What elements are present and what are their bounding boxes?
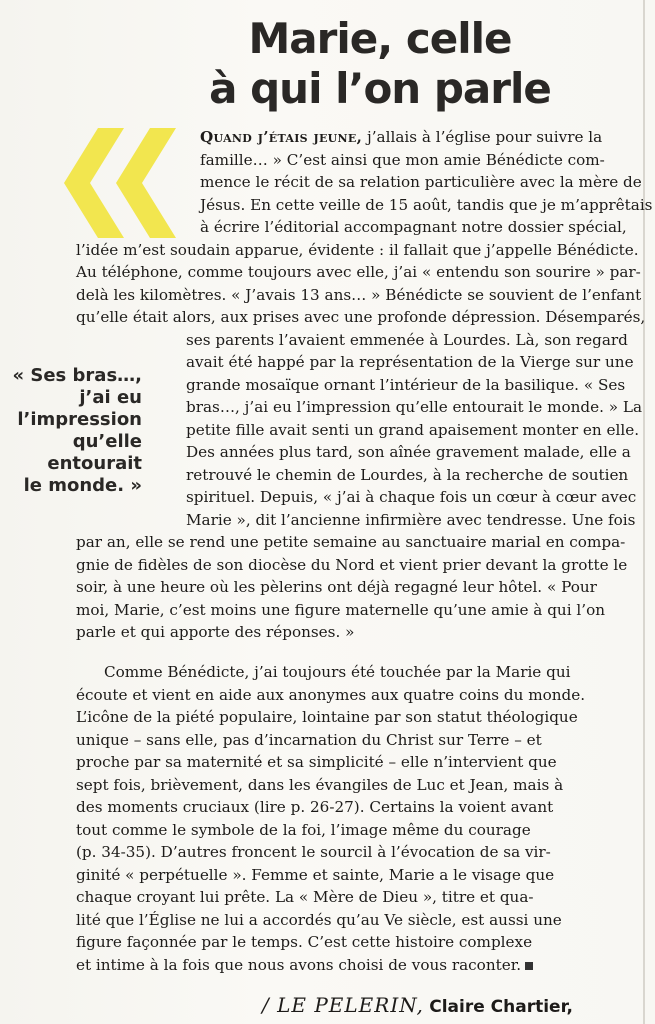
body-line: à écrire l’éditorial accompagnant notre dossier spécial, (200, 218, 627, 236)
body-line: Comme Bénédicte, j’ai toujours été touchée par la Marie qui (104, 663, 571, 681)
author-name: Claire Chartier, (429, 997, 573, 1017)
body-line: Au téléphone, comme toujours avec elle, j’ai « entendu son sourire » par- (76, 263, 641, 281)
body-text: j’allais à l’église pour suivre la (362, 128, 603, 146)
body-line: figure façonnée par le temps. C’est cette histoire complexe (76, 933, 533, 951)
pull-quote-line: le monde. » (23, 475, 142, 496)
body-line: par an, elle se rend une petite semaine au sanctuaire marial en compa- (76, 533, 626, 551)
body-line: delà les kilomètres. « J’avais 13 ans… » Bénédicte se souvient de l’enfant (76, 286, 642, 304)
body-text: et intime à la fois que nous avons choisi de vous raconter. (76, 956, 522, 974)
body-line-first (200, 126, 602, 149)
body-line: mence le récit de sa relation particulière avec la mère de (200, 173, 642, 191)
body-line: petite fille avait senti un grand apaisement monter en elle. (186, 421, 640, 439)
body-line: moi, Marie, c’est moins une figure maternelle qu’une amie à qui l’on (76, 601, 605, 619)
body-line: soir, à une heure où les pèlerins ont déjà regagné leur hôtel. « Pour (76, 578, 597, 596)
open-guillemet-icon (64, 128, 184, 238)
pull-quote-line: qu’elle (72, 431, 142, 452)
body-line: unique – sans elle, pas d’incarnation du Christ sur Terre – et (76, 731, 542, 749)
body-line: écoute et vient en aide aux anonymes aux quatre coins du monde. (76, 686, 586, 704)
body-line: L’icône de la piété populaire, lointaine par son statut théologique (76, 708, 578, 726)
pull-quote-line: j’ai eu (79, 387, 142, 408)
page-edge (643, 0, 645, 1024)
pull-quote-line: l’impression (17, 409, 142, 430)
body-line: Jésus. En cette veille de 15 août, tandis que je m’apprêtais (200, 196, 653, 214)
body-line: Marie », dit l’ancienne infirmière avec tendresse. Une fois (186, 511, 636, 529)
body-line: gnie de fidèles de son diocèse du Nord et vient prier devant la grotte le (76, 556, 628, 574)
body-line: lité que l’Église ne lui a accordés qu’au Ve siècle, est aussi une (76, 911, 562, 929)
signature (262, 993, 573, 1017)
body-line: parle et qui apporte des réponses. » (76, 623, 355, 641)
title-line-2: à qui l’on parle (209, 64, 551, 113)
body-line: l’idée m’est soudain apparue, évidente : il fallait que j’appelle Bénédicte. (76, 241, 639, 259)
article-title (150, 14, 610, 114)
body-line: bras…, j’ai eu l’impression qu’elle entourait le monde. » La (186, 398, 643, 416)
pull-quote (8, 365, 142, 497)
body-line: des moments cruciaux (lire p. 26-27). Certains la voient avant (76, 798, 554, 816)
body-line: proche par sa maternité et sa simplicité – elle n’intervient que (76, 753, 557, 771)
body-line: tout comme le symbole de la foi, l’image même du courage (76, 821, 531, 839)
body-line: spirituel. Depuis, « j’ai à chaque fois un cœur à cœur avec (186, 488, 637, 506)
body-line: Des années plus tard, son aînée gravement malade, elle a (186, 443, 631, 461)
body-line: famille… » C’est ainsi que mon amie Bénédicte com- (200, 151, 605, 169)
lead-in: Quand j’étais jeune, (200, 128, 363, 146)
pull-quote-line: « Ses bras…, (12, 365, 142, 386)
pull-quote-line: entourait (47, 453, 142, 474)
body-line: (p. 34-35). D’autres froncent le sourcil à l’évocation de sa vir- (76, 843, 551, 861)
body-line: ses parents l’avaient emmenée à Lourdes. Là, son regard (186, 331, 628, 349)
body-line: ginité « perpétuelle ». Femme et sainte, Marie a le visage que (76, 866, 555, 884)
body-line: sept fois, brièvement, dans les évangiles de Luc et Jean, mais à (76, 776, 564, 794)
handwritten-note: / LE PELERIN, (262, 993, 424, 1017)
body-line: retrouvé le chemin de Lourdes, à la recherche de soutien (186, 466, 629, 484)
body-line: qu’elle était alors, aux prises avec une profonde dépression. Désemparés, (76, 308, 646, 326)
body-line: avait été happé par la représentation de la Vierge sur une (186, 353, 634, 371)
end-square-icon (525, 962, 533, 970)
body-line: grande mosaïque ornant l’intérieur de la basilique. « Ses (186, 376, 626, 394)
body-line: chaque croyant lui prête. La « Mère de Dieu », titre et qua- (76, 888, 534, 906)
body-line-last (76, 954, 533, 977)
title-line-1: Marie, celle (248, 14, 512, 63)
